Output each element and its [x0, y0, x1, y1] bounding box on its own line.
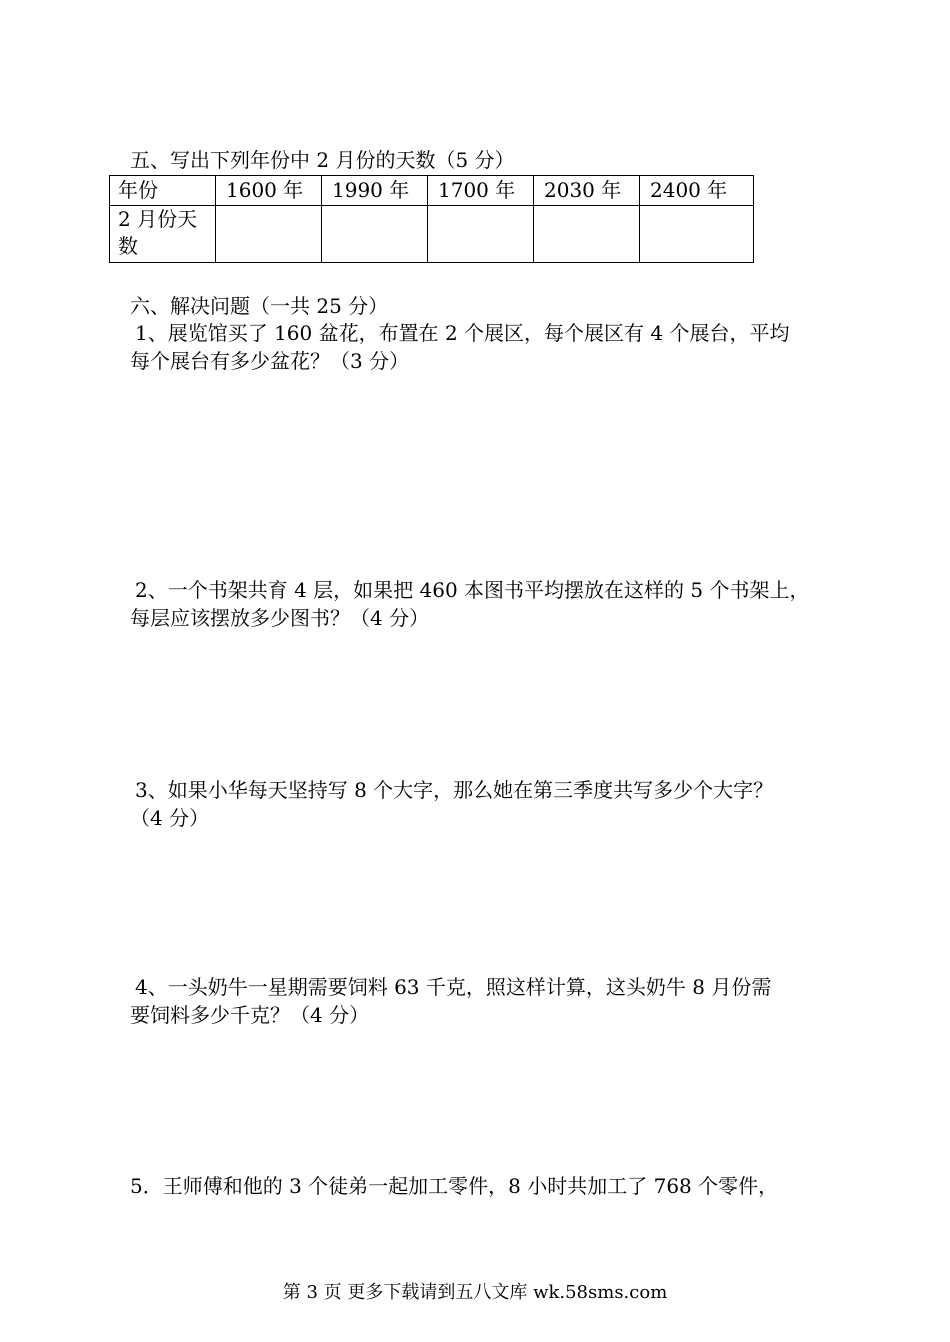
question-5: [130, 1172, 778, 1200]
question-2-line-1: 2、一个书架共育 4 层，如果把 460 本图书平均摆放在这样的 5 个书架上，: [135, 578, 810, 602]
year-cell: 1600 年: [216, 176, 322, 206]
year-cell: 1990 年: [322, 176, 428, 206]
answer-cell[interactable]: [534, 206, 640, 263]
answer-cell[interactable]: [640, 206, 754, 263]
question-4-line-2: 要饲料多少千克？（4 分）: [130, 1003, 370, 1027]
header-label-cell: 年份: [110, 176, 216, 206]
year-cell: 1700 年: [428, 176, 534, 206]
question-5-line-1: 5．王师傅和他的 3 个徒弟一起加工零件，8 小时共加工了 768 个零件，: [130, 1174, 779, 1198]
answer-cell[interactable]: [428, 206, 534, 263]
question-4: [130, 973, 771, 1029]
section-5-title: 五、写出下列年份中 2 月份的天数（5 分）: [130, 148, 515, 172]
question-2: [130, 576, 810, 632]
question-4-line-1: 4、一头奶牛一星期需要饲料 63 千克，照这样计算，这头奶牛 8 月份需: [135, 975, 772, 999]
question-2-line-2: 每层应该摆放多少图书？（4 分）: [130, 606, 430, 630]
question-1-line-1: 1、展览馆买了 160 盆花，布置在 2 个展区，每个展区有 4 个展台，平均: [135, 321, 790, 345]
question-3: [130, 776, 773, 832]
table-header-row: [110, 176, 754, 206]
section-6-title: 六、解决问题（一共 25 分）: [130, 294, 389, 318]
answer-cell[interactable]: [322, 206, 428, 263]
question-1-line-2: 每个展台有多少盆花？（3 分）: [130, 349, 410, 373]
answer-cell[interactable]: [216, 206, 322, 263]
year-cell: 2030 年: [534, 176, 640, 206]
table-answer-row: [110, 206, 754, 263]
question-3-line-2: （4 分）: [130, 806, 210, 830]
row-label-cell: 2 月份天数: [110, 206, 216, 263]
february-days-table: [109, 175, 754, 263]
page-footer: 第 3 页 更多下载请到五八文库 wk.58sms.com: [282, 1282, 668, 1303]
question-3-line-1: 3、如果小华每天坚持写 8 个大字，那么她在第三季度共写多少个大字？: [135, 778, 774, 802]
question-1: [130, 319, 790, 375]
year-cell: 2400 年: [640, 176, 754, 206]
